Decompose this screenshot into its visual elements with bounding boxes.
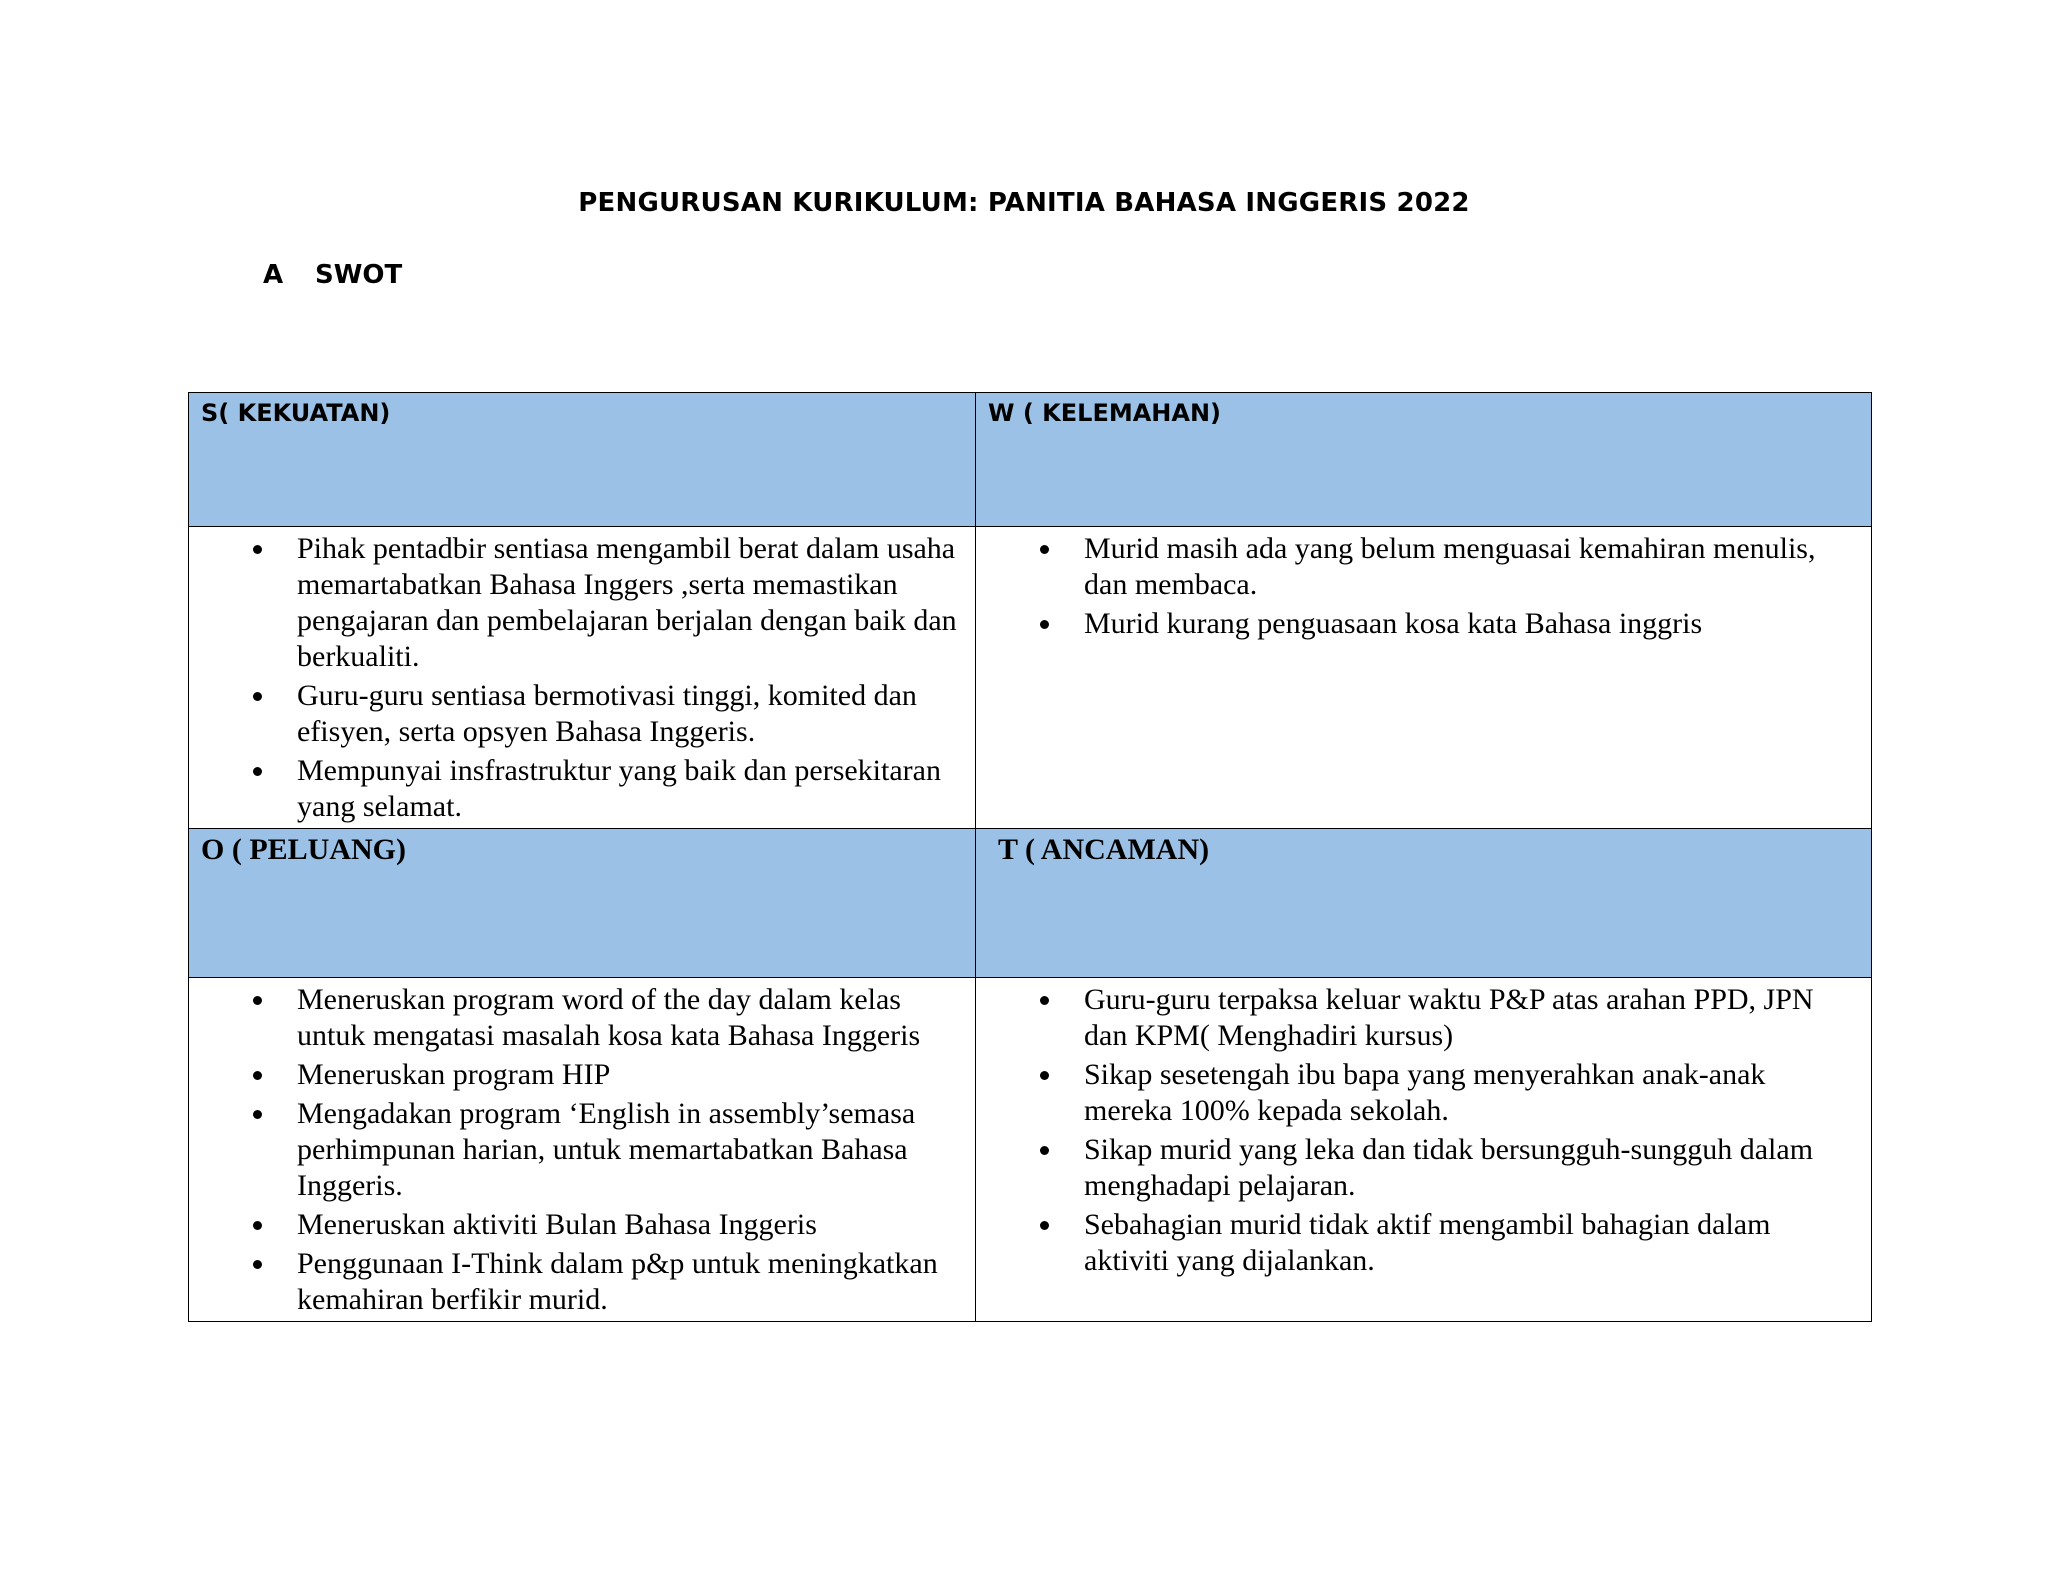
opportunities-item: Meneruskan aktiviti Bulan Bahasa Inggeris [189,1207,965,1243]
opportunities-item: Penggunaan I-Think dalam p&p untuk meningkatkan kemahiran berfikir murid. [189,1246,965,1318]
threats-item: Guru-guru terpaksa keluar waktu P&P atas arahan PPD, JPN dan KPM( Menghadiri kursus) [976,982,1861,1054]
weaknesses-header: W ( KELEMAHAN) [988,399,1222,427]
swot-body-row-upper [189,527,1872,829]
document-title: PENGURUSAN KURIKULUM: PANITIA BAHASA INGGERIS 2022 [578,188,1470,218]
strengths-header-cell [189,393,976,527]
swot-header-row-lower [189,829,1872,978]
weaknesses-item: Murid kurang penguasaan kosa kata Bahasa inggris [976,606,1861,642]
strengths-header: S( KEKUATAN) [201,399,391,427]
weaknesses-item: Murid masih ada yang belum menguasai kemahiran menulis, dan membaca. [976,531,1861,603]
strengths-item: Guru-guru sentiasa bermotivasi tinggi, komited dan efisyen, serta opsyen Bahasa Inggeris. [189,678,965,750]
opportunities-list [189,978,975,1318]
threats-list [976,978,1871,1279]
section-letter: A [263,260,284,290]
section-heading [263,260,402,290]
opportunities-cell [189,978,976,1322]
opportunities-header: O ( PELUANG) [201,833,406,866]
threats-header: T ( ANCAMAN) [998,833,1210,866]
weaknesses-cell [976,527,1872,829]
strengths-cell [189,527,976,829]
swot-body-row-lower [189,978,1872,1322]
opportunities-item: Meneruskan program word of the day dalam kelas untuk mengatasi masalah kosa kata Bahasa Inggeris [189,982,965,1054]
threats-item: Sikap murid yang leka dan tidak bersungguh-sungguh dalam menghadapi pelajaran. [976,1132,1861,1204]
weaknesses-header-cell [976,393,1872,527]
swot-table [188,392,1872,1322]
strengths-item: Pihak pentadbir sentiasa mengambil berat dalam usaha memartabatkan Bahasa Inggers ,serta memastikan pengajaran dan pembelajaran berjalan dengan baik dan berkualiti. [189,531,965,675]
weaknesses-list [976,527,1871,642]
swot-header-row-upper [189,393,1872,527]
threats-item: Sebahagian murid tidak aktif mengambil bahagian dalam aktiviti yang dijalankan. [976,1207,1861,1279]
threats-item: Sikap sesetengah ibu bapa yang menyerahkan anak-anak mereka 100% kepada sekolah. [976,1057,1861,1129]
threats-cell [976,978,1872,1322]
strengths-item: Mempunyai insfrastruktur yang baik dan persekitaran yang selamat. [189,753,965,825]
opportunities-item: Mengadakan program ‘English in assembly’semasa perhimpunan harian, untuk memartabatkan Bahasa Inggeris. [189,1096,965,1204]
strengths-list [189,527,975,825]
section-title: SWOT [315,260,403,290]
opportunities-header-cell [189,829,976,978]
opportunities-item: Meneruskan program HIP [189,1057,965,1093]
threats-header-cell [976,829,1872,978]
